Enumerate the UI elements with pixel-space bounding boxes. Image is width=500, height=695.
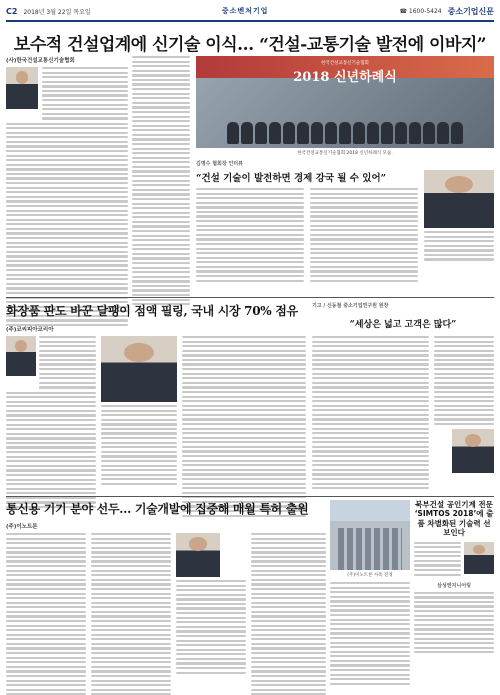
bottom-photo-block	[330, 500, 410, 685]
bottom-story-text-c	[176, 580, 246, 674]
interview-text-a	[196, 188, 304, 282]
photo-banner-title: 2018 신년하례식	[293, 70, 397, 85]
crowd-figures	[208, 91, 482, 144]
page-number: C2	[6, 6, 18, 16]
bottom-photo-text	[330, 582, 410, 685]
interview-text-b	[310, 188, 418, 282]
phone-number: ☎ 1600-5424	[399, 7, 442, 15]
section-divider-1	[6, 297, 494, 298]
ad-title: 북부건설 공인기계 전문 ‘SIMTOS 2018’에 출품 차별화된 기술력 선보인다	[414, 500, 494, 538]
top-story-text-b	[6, 123, 128, 327]
interview-text-c	[424, 231, 494, 261]
middle-story	[6, 302, 306, 517]
top-story-photo-caption: 한국건설교통신기술협회 2018 신년하례식 모습.	[297, 151, 393, 156]
main-headline: 보수적 건설업계에 신기술 이식… “건설-교통기술 발전에 이바지”	[13, 35, 487, 55]
newspaper-logo: 중소기업신문	[447, 5, 494, 16]
top-story-left	[6, 56, 128, 326]
ad-byline: 삼성엔지니어링	[437, 582, 471, 589]
middle-story-byline: (주)코씨피아코리아	[6, 327, 54, 333]
photo-banner	[196, 56, 494, 85]
bottom-story	[6, 500, 326, 695]
bottom-story-byline: (주)이노트론	[6, 524, 38, 530]
section-divider-2	[6, 496, 494, 497]
interview-byline: 김명수 협회장 인터뷰	[196, 161, 243, 167]
interviewee-portrait	[424, 170, 494, 228]
column-label: 기고 / 신동철 중소기업연구원 원장	[312, 303, 389, 309]
bottom-story-text-d	[251, 533, 326, 695]
column-text-a	[312, 336, 429, 489]
top-story-photo-block	[196, 56, 494, 156]
bottom-story-headline: 통신용 기기 분야 선두… 기술개발에 집중해 매월 특허 출원	[6, 502, 309, 516]
bottom-photo-caption: (주)이노트론 사옥 전경	[347, 573, 393, 578]
interview-block	[196, 160, 494, 282]
page-header	[6, 4, 494, 18]
ad-text-a	[414, 542, 461, 576]
ad-portrait	[464, 542, 494, 574]
photo-banner-sub: 한국건설교통신기술협회	[321, 61, 369, 66]
ceo-portrait	[6, 336, 36, 376]
company-building-photo	[330, 500, 410, 570]
bottom-story-text-b	[91, 533, 171, 695]
product-photo	[101, 336, 177, 402]
executive-portrait	[176, 533, 220, 577]
top-story-text-a	[42, 67, 128, 120]
middle-story-headline: 화장품 판도 바꾼 달팽이 점액 필링, 국내 시장 70% 점유	[6, 304, 298, 318]
new-year-ceremony-photo	[196, 56, 494, 148]
top-story-middle	[132, 56, 190, 305]
middle-story-text-c	[101, 405, 177, 485]
columnist-portrait	[452, 429, 494, 473]
column-quote: “세상은 넓고 고객은 많다”	[349, 320, 457, 330]
middle-story-text-d	[182, 336, 306, 517]
section-title: 중소벤처기업	[221, 7, 269, 15]
top-story-byline: (사)한국건설교통신기술협회	[6, 58, 75, 64]
interview-quote: “건설 기술이 발전하면 경제 강국 될 수 있어”	[196, 173, 387, 184]
column-text-b	[434, 336, 494, 425]
header-rule	[6, 20, 494, 22]
ad-block	[414, 500, 494, 653]
top-story-text-c	[132, 56, 190, 305]
ad-text-b	[414, 592, 494, 654]
bottom-story-text-a	[6, 533, 86, 695]
column-block	[312, 302, 494, 489]
issue-date: 2018년 3월 22일 목요일	[23, 8, 91, 16]
middle-story-text-b	[6, 392, 96, 509]
middle-story-text-a	[39, 336, 96, 389]
chairman-portrait	[6, 67, 38, 109]
